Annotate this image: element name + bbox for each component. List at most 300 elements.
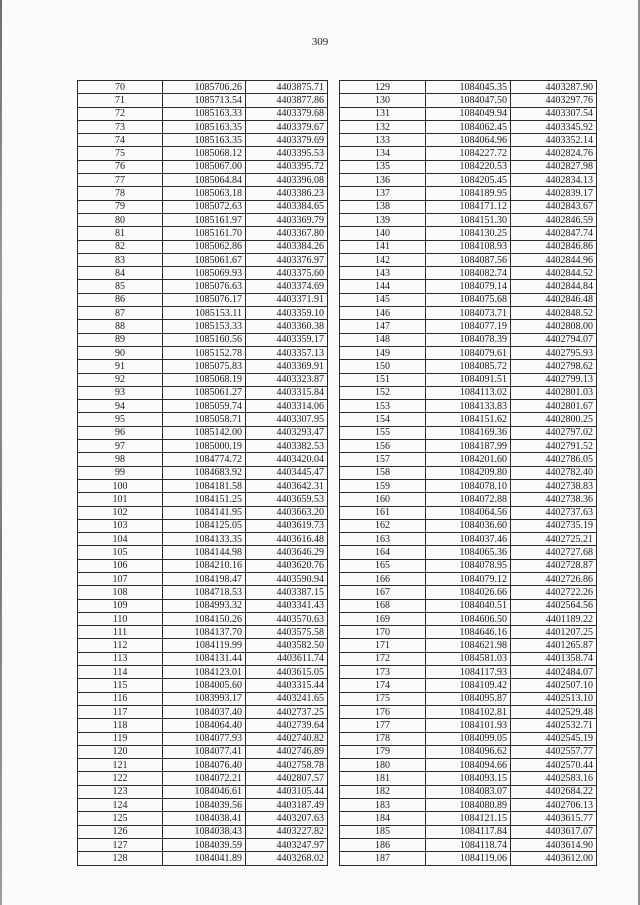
y-coordinate-cell: 4402786.05 <box>510 453 596 466</box>
y-coordinate-cell: 4403582.50 <box>246 639 328 652</box>
point-number-cell: 157 <box>340 453 426 466</box>
x-coordinate-cell: 1084040.51 <box>426 599 511 612</box>
y-coordinate-cell: 4402848.52 <box>510 307 596 320</box>
point-number-cell: 179 <box>340 745 426 758</box>
table-row <box>78 466 328 479</box>
point-number-cell: 154 <box>340 413 426 426</box>
y-coordinate-cell: 4403323.87 <box>246 373 328 386</box>
point-number-cell: 169 <box>340 612 426 625</box>
table-row <box>78 785 328 798</box>
y-coordinate-cell: 4401189.22 <box>510 612 596 625</box>
point-number-cell: 70 <box>78 81 163 94</box>
y-coordinate-cell: 4402758.78 <box>246 759 328 772</box>
x-coordinate-cell: 1084041.89 <box>163 852 246 865</box>
point-number-cell: 120 <box>78 745 163 758</box>
point-number-cell: 127 <box>78 838 163 851</box>
x-coordinate-cell: 1084198.47 <box>163 572 246 585</box>
point-number-cell: 109 <box>78 599 163 612</box>
table-row <box>340 134 597 147</box>
point-number-cell: 104 <box>78 533 163 546</box>
table-row <box>340 612 597 625</box>
x-coordinate-cell: 1084117.93 <box>426 666 511 679</box>
point-number-cell: 102 <box>78 506 163 519</box>
table-row <box>78 692 328 705</box>
table-row <box>78 572 328 585</box>
table-row <box>340 705 597 718</box>
x-coordinate-cell: 1084209.80 <box>426 466 511 479</box>
y-coordinate-cell: 4402844.84 <box>510 280 596 293</box>
table-row <box>78 400 328 413</box>
table-row <box>340 160 597 173</box>
x-coordinate-cell: 1085068.12 <box>163 147 246 160</box>
x-coordinate-cell: 1084144.98 <box>163 546 246 559</box>
table-row <box>340 227 597 240</box>
y-coordinate-cell: 4402834.13 <box>510 174 596 187</box>
point-number-cell: 95 <box>78 413 163 426</box>
point-number-cell: 141 <box>340 240 426 253</box>
table-row <box>78 94 328 107</box>
y-coordinate-cell: 4403359.17 <box>246 333 328 346</box>
y-coordinate-cell: 4403620.76 <box>246 559 328 572</box>
x-coordinate-cell: 1084133.83 <box>426 400 511 413</box>
point-number-cell: 122 <box>78 772 163 785</box>
point-number-cell: 186 <box>340 838 426 851</box>
x-coordinate-cell: 1084039.59 <box>163 838 246 851</box>
x-coordinate-cell: 1084038.43 <box>163 825 246 838</box>
y-coordinate-cell: 4402844.96 <box>510 253 596 266</box>
table-row <box>340 440 597 453</box>
y-coordinate-cell: 4403379.69 <box>246 134 328 147</box>
table-row <box>78 440 328 453</box>
x-coordinate-cell: 1084993.32 <box>163 599 246 612</box>
y-coordinate-cell: 4403612.00 <box>510 852 596 865</box>
table-row <box>340 267 597 280</box>
point-number-cell: 118 <box>78 719 163 732</box>
table-row <box>340 453 597 466</box>
point-number-cell: 143 <box>340 267 426 280</box>
table-row <box>340 533 597 546</box>
y-coordinate-cell: 4402847.74 <box>510 227 596 240</box>
point-number-cell: 171 <box>340 639 426 652</box>
y-coordinate-cell: 4403376.97 <box>246 253 328 266</box>
point-number-cell: 124 <box>78 799 163 812</box>
y-coordinate-cell: 4403617.07 <box>510 825 596 838</box>
table-row <box>78 626 328 639</box>
y-coordinate-cell: 4402557.77 <box>510 745 596 758</box>
point-number-cell: 85 <box>78 280 163 293</box>
y-coordinate-cell: 4402545.19 <box>510 732 596 745</box>
point-number-cell: 174 <box>340 679 426 692</box>
y-coordinate-cell: 4402507.10 <box>510 679 596 692</box>
scan-edge-left <box>0 0 2 905</box>
table-row <box>78 719 328 732</box>
y-coordinate-cell: 4402795.93 <box>510 346 596 359</box>
point-number-cell: 114 <box>78 666 163 679</box>
point-number-cell: 90 <box>78 346 163 359</box>
y-coordinate-cell: 4403875.71 <box>246 81 328 94</box>
table-row <box>340 240 597 253</box>
point-number-cell: 101 <box>78 493 163 506</box>
y-coordinate-cell: 4403395.72 <box>246 160 328 173</box>
point-number-cell: 74 <box>78 134 163 147</box>
table-row <box>340 307 597 320</box>
y-coordinate-cell: 4403575.58 <box>246 626 328 639</box>
point-number-cell: 89 <box>78 333 163 346</box>
table-row <box>78 852 328 865</box>
point-number-cell: 77 <box>78 174 163 187</box>
point-number-cell: 94 <box>78 400 163 413</box>
y-coordinate-cell: 4402843.67 <box>510 200 596 213</box>
point-number-cell: 144 <box>340 280 426 293</box>
table-row <box>78 107 328 120</box>
table-row <box>78 174 328 187</box>
table-row <box>340 519 597 532</box>
y-coordinate-cell: 4402794.07 <box>510 333 596 346</box>
x-coordinate-cell: 1085067.00 <box>163 160 246 173</box>
x-coordinate-cell: 1084036.60 <box>426 519 511 532</box>
point-number-cell: 183 <box>340 799 426 812</box>
table-row <box>78 333 328 346</box>
point-number-cell: 119 <box>78 732 163 745</box>
x-coordinate-cell: 1085160.56 <box>163 333 246 346</box>
point-number-cell: 97 <box>78 440 163 453</box>
y-coordinate-cell: 4402737.63 <box>510 506 596 519</box>
x-coordinate-cell: 1084108.93 <box>426 240 511 253</box>
table-row <box>78 213 328 226</box>
x-coordinate-cell: 1084133.35 <box>163 533 246 546</box>
y-coordinate-cell: 4402706.13 <box>510 799 596 812</box>
y-coordinate-cell: 4403360.38 <box>246 320 328 333</box>
table-row <box>340 81 597 94</box>
y-coordinate-cell: 4403352.14 <box>510 134 596 147</box>
x-coordinate-cell: 1085163.35 <box>163 134 246 147</box>
y-coordinate-cell: 4403369.91 <box>246 360 328 373</box>
point-number-cell: 176 <box>340 705 426 718</box>
x-coordinate-cell: 1085063.18 <box>163 187 246 200</box>
x-coordinate-cell: 1084141.95 <box>163 506 246 519</box>
x-coordinate-cell: 1084606.50 <box>426 612 511 625</box>
table-row <box>78 493 328 506</box>
point-number-cell: 177 <box>340 719 426 732</box>
x-coordinate-cell: 1084189.95 <box>426 187 511 200</box>
point-number-cell: 113 <box>78 652 163 665</box>
table-row <box>340 692 597 705</box>
x-coordinate-cell: 1085076.63 <box>163 280 246 293</box>
table-row <box>78 240 328 253</box>
table-row <box>340 599 597 612</box>
point-number-cell: 140 <box>340 227 426 240</box>
table-row <box>340 426 597 439</box>
table-row <box>78 652 328 665</box>
point-number-cell: 73 <box>78 120 163 133</box>
x-coordinate-cell: 1084119.06 <box>426 852 511 865</box>
y-coordinate-cell: 4403187.49 <box>246 799 328 812</box>
x-coordinate-cell: 1085075.83 <box>163 360 246 373</box>
point-number-cell: 107 <box>78 572 163 585</box>
table-row <box>340 320 597 333</box>
point-number-cell: 80 <box>78 213 163 226</box>
y-coordinate-cell: 4402570.44 <box>510 759 596 772</box>
y-coordinate-cell: 4402839.17 <box>510 187 596 200</box>
table-row <box>78 293 328 306</box>
point-number-cell: 164 <box>340 546 426 559</box>
x-coordinate-cell: 1084087.56 <box>426 253 511 266</box>
point-number-cell: 75 <box>78 147 163 160</box>
x-coordinate-cell: 1084220.53 <box>426 160 511 173</box>
x-coordinate-cell: 1085059.74 <box>163 400 246 413</box>
point-number-cell: 87 <box>78 307 163 320</box>
table-row <box>340 479 597 492</box>
table-row <box>78 519 328 532</box>
y-coordinate-cell: 4403287.90 <box>510 81 596 94</box>
x-coordinate-cell: 1085142.00 <box>163 426 246 439</box>
table-row <box>78 200 328 213</box>
y-coordinate-cell: 4402513.10 <box>510 692 596 705</box>
y-coordinate-cell: 4403386.23 <box>246 187 328 200</box>
x-coordinate-cell: 1085068.19 <box>163 373 246 386</box>
table-row <box>340 346 597 359</box>
x-coordinate-cell: 1084117.84 <box>426 825 511 838</box>
table-row <box>340 187 597 200</box>
x-coordinate-cell: 1084062.45 <box>426 120 511 133</box>
y-coordinate-cell: 4402684.22 <box>510 785 596 798</box>
x-coordinate-cell: 1084064.40 <box>163 719 246 732</box>
x-coordinate-cell: 1084150.26 <box>163 612 246 625</box>
table-row <box>340 626 597 639</box>
x-coordinate-cell: 1084078.95 <box>426 559 511 572</box>
table-row <box>340 94 597 107</box>
y-coordinate-cell: 4402735.19 <box>510 519 596 532</box>
point-number-cell: 100 <box>78 479 163 492</box>
x-coordinate-cell: 1084085.72 <box>426 360 511 373</box>
x-coordinate-cell: 1084072.88 <box>426 493 511 506</box>
point-number-cell: 142 <box>340 253 426 266</box>
x-coordinate-cell: 1084227.72 <box>426 147 511 160</box>
x-coordinate-cell: 1085058.71 <box>163 413 246 426</box>
table-row <box>340 772 597 785</box>
y-coordinate-cell: 4403293.47 <box>246 426 328 439</box>
table-row <box>340 799 597 812</box>
point-number-cell: 161 <box>340 506 426 519</box>
point-number-cell: 131 <box>340 107 426 120</box>
y-coordinate-cell: 4403877.86 <box>246 94 328 107</box>
point-number-cell: 115 <box>78 679 163 692</box>
point-number-cell: 96 <box>78 426 163 439</box>
table-row <box>78 267 328 280</box>
y-coordinate-cell: 4402797.02 <box>510 426 596 439</box>
x-coordinate-cell: 1084079.12 <box>426 572 511 585</box>
y-coordinate-cell: 4402738.83 <box>510 479 596 492</box>
y-coordinate-cell: 4402846.48 <box>510 293 596 306</box>
table-row <box>78 426 328 439</box>
point-number-cell: 138 <box>340 200 426 213</box>
x-coordinate-cell: 1084121.15 <box>426 812 511 825</box>
point-number-cell: 159 <box>340 479 426 492</box>
y-coordinate-cell: 4402799.13 <box>510 373 596 386</box>
y-coordinate-cell: 4403268.02 <box>246 852 328 865</box>
point-number-cell: 132 <box>340 120 426 133</box>
y-coordinate-cell: 4403345.92 <box>510 120 596 133</box>
table-row <box>78 612 328 625</box>
point-number-cell: 162 <box>340 519 426 532</box>
table-row <box>340 373 597 386</box>
x-coordinate-cell: 1084123.01 <box>163 666 246 679</box>
point-number-cell: 110 <box>78 612 163 625</box>
table-row <box>78 732 328 745</box>
table-row <box>78 825 328 838</box>
x-coordinate-cell: 1084093.15 <box>426 772 511 785</box>
table-row <box>78 586 328 599</box>
point-number-cell: 148 <box>340 333 426 346</box>
point-number-cell: 150 <box>340 360 426 373</box>
y-coordinate-cell: 4403382.53 <box>246 440 328 453</box>
x-coordinate-cell: 1084077.41 <box>163 745 246 758</box>
x-coordinate-cell: 1084683.92 <box>163 466 246 479</box>
y-coordinate-cell: 4403314.06 <box>246 400 328 413</box>
x-coordinate-cell: 1084005.60 <box>163 679 246 692</box>
point-number-cell: 116 <box>78 692 163 705</box>
table-row <box>340 120 597 133</box>
point-number-cell: 121 <box>78 759 163 772</box>
x-coordinate-cell: 1084130.25 <box>426 227 511 240</box>
table-row <box>340 174 597 187</box>
point-number-cell: 135 <box>340 160 426 173</box>
y-coordinate-cell: 4403379.67 <box>246 120 328 133</box>
point-number-cell: 182 <box>340 785 426 798</box>
point-number-cell: 81 <box>78 227 163 240</box>
y-coordinate-cell: 4402791.52 <box>510 440 596 453</box>
x-coordinate-cell: 1084077.93 <box>163 732 246 745</box>
y-coordinate-cell: 4401358.74 <box>510 652 596 665</box>
x-coordinate-cell: 1085062.86 <box>163 240 246 253</box>
coordinates-table-left <box>77 80 328 866</box>
x-coordinate-cell: 1084201.60 <box>426 453 511 466</box>
y-coordinate-cell: 4403384.65 <box>246 200 328 213</box>
table-row <box>78 346 328 359</box>
point-number-cell: 72 <box>78 107 163 120</box>
x-coordinate-cell: 1084046.61 <box>163 785 246 798</box>
point-number-cell: 123 <box>78 785 163 798</box>
table-row <box>78 812 328 825</box>
y-coordinate-cell: 4402529.48 <box>510 705 596 718</box>
y-coordinate-cell: 4403445.47 <box>246 466 328 479</box>
table-row <box>340 280 597 293</box>
y-coordinate-cell: 4403616.48 <box>246 533 328 546</box>
y-coordinate-cell: 4403384.26 <box>246 240 328 253</box>
x-coordinate-cell: 1085061.27 <box>163 386 246 399</box>
table-row <box>340 413 597 426</box>
y-coordinate-cell: 4403375.60 <box>246 267 328 280</box>
table-row <box>78 360 328 373</box>
table-row <box>78 187 328 200</box>
point-number-cell: 163 <box>340 533 426 546</box>
x-coordinate-cell: 1084581.03 <box>426 652 511 665</box>
table-row <box>340 679 597 692</box>
point-number-cell: 173 <box>340 666 426 679</box>
y-coordinate-cell: 4403105.44 <box>246 785 328 798</box>
x-coordinate-cell: 1084205.45 <box>426 174 511 187</box>
y-coordinate-cell: 4402798.62 <box>510 360 596 373</box>
table-row <box>78 81 328 94</box>
x-coordinate-cell: 1084047.50 <box>426 94 511 107</box>
y-coordinate-cell: 4403341.43 <box>246 599 328 612</box>
x-coordinate-cell: 1084118.74 <box>426 838 511 851</box>
y-coordinate-cell: 4403371.91 <box>246 293 328 306</box>
point-number-cell: 151 <box>340 373 426 386</box>
y-coordinate-cell: 4402846.59 <box>510 213 596 226</box>
point-number-cell: 175 <box>340 692 426 705</box>
point-number-cell: 106 <box>78 559 163 572</box>
table-row <box>78 479 328 492</box>
point-number-cell: 111 <box>78 626 163 639</box>
x-coordinate-cell: 1084210.16 <box>163 559 246 572</box>
x-coordinate-cell: 1084095.87 <box>426 692 511 705</box>
point-number-cell: 78 <box>78 187 163 200</box>
table-row <box>78 373 328 386</box>
table-row <box>340 652 597 665</box>
x-coordinate-cell: 1085069.93 <box>163 267 246 280</box>
y-coordinate-cell: 4403387.15 <box>246 586 328 599</box>
point-number-cell: 165 <box>340 559 426 572</box>
x-coordinate-cell: 1084026.66 <box>426 586 511 599</box>
table-row <box>78 679 328 692</box>
point-number-cell: 134 <box>340 147 426 160</box>
point-number-cell: 125 <box>78 812 163 825</box>
x-coordinate-cell: 1084077.19 <box>426 320 511 333</box>
y-coordinate-cell: 4403307.95 <box>246 413 328 426</box>
x-coordinate-cell: 1084072.21 <box>163 772 246 785</box>
y-coordinate-cell: 4403315.44 <box>246 679 328 692</box>
point-number-cell: 152 <box>340 386 426 399</box>
x-coordinate-cell: 1084037.40 <box>163 705 246 718</box>
table-row <box>78 799 328 812</box>
y-coordinate-cell: 4402725.21 <box>510 533 596 546</box>
x-coordinate-cell: 1084151.62 <box>426 413 511 426</box>
x-coordinate-cell: 1085161.97 <box>163 213 246 226</box>
y-coordinate-cell: 4403227.82 <box>246 825 328 838</box>
point-number-cell: 172 <box>340 652 426 665</box>
y-coordinate-cell: 4402739.64 <box>246 719 328 732</box>
point-number-cell: 184 <box>340 812 426 825</box>
point-number-cell: 180 <box>340 759 426 772</box>
y-coordinate-cell: 4403663.20 <box>246 506 328 519</box>
y-coordinate-cell: 4403619.73 <box>246 519 328 532</box>
y-coordinate-cell: 4403611.74 <box>246 652 328 665</box>
point-number-cell: 181 <box>340 772 426 785</box>
y-coordinate-cell: 4402801.03 <box>510 386 596 399</box>
point-number-cell: 136 <box>340 174 426 187</box>
y-coordinate-cell: 4403614.90 <box>510 838 596 851</box>
x-coordinate-cell: 1084181.58 <box>163 479 246 492</box>
x-coordinate-cell: 1084049.94 <box>426 107 511 120</box>
point-number-cell: 71 <box>78 94 163 107</box>
y-coordinate-cell: 4403367.80 <box>246 227 328 240</box>
table-row <box>340 493 597 506</box>
point-number-cell: 156 <box>340 440 426 453</box>
x-coordinate-cell: 1085713.54 <box>163 94 246 107</box>
x-coordinate-cell: 1084169.36 <box>426 426 511 439</box>
table-row <box>78 533 328 546</box>
point-number-cell: 155 <box>340 426 426 439</box>
x-coordinate-cell: 1085706.26 <box>163 81 246 94</box>
y-coordinate-cell: 4402564.56 <box>510 599 596 612</box>
point-number-cell: 103 <box>78 519 163 532</box>
table-row <box>340 666 597 679</box>
table-row <box>340 719 597 732</box>
table-row <box>340 200 597 213</box>
y-coordinate-cell: 4402801.67 <box>510 400 596 413</box>
table-row <box>78 227 328 240</box>
